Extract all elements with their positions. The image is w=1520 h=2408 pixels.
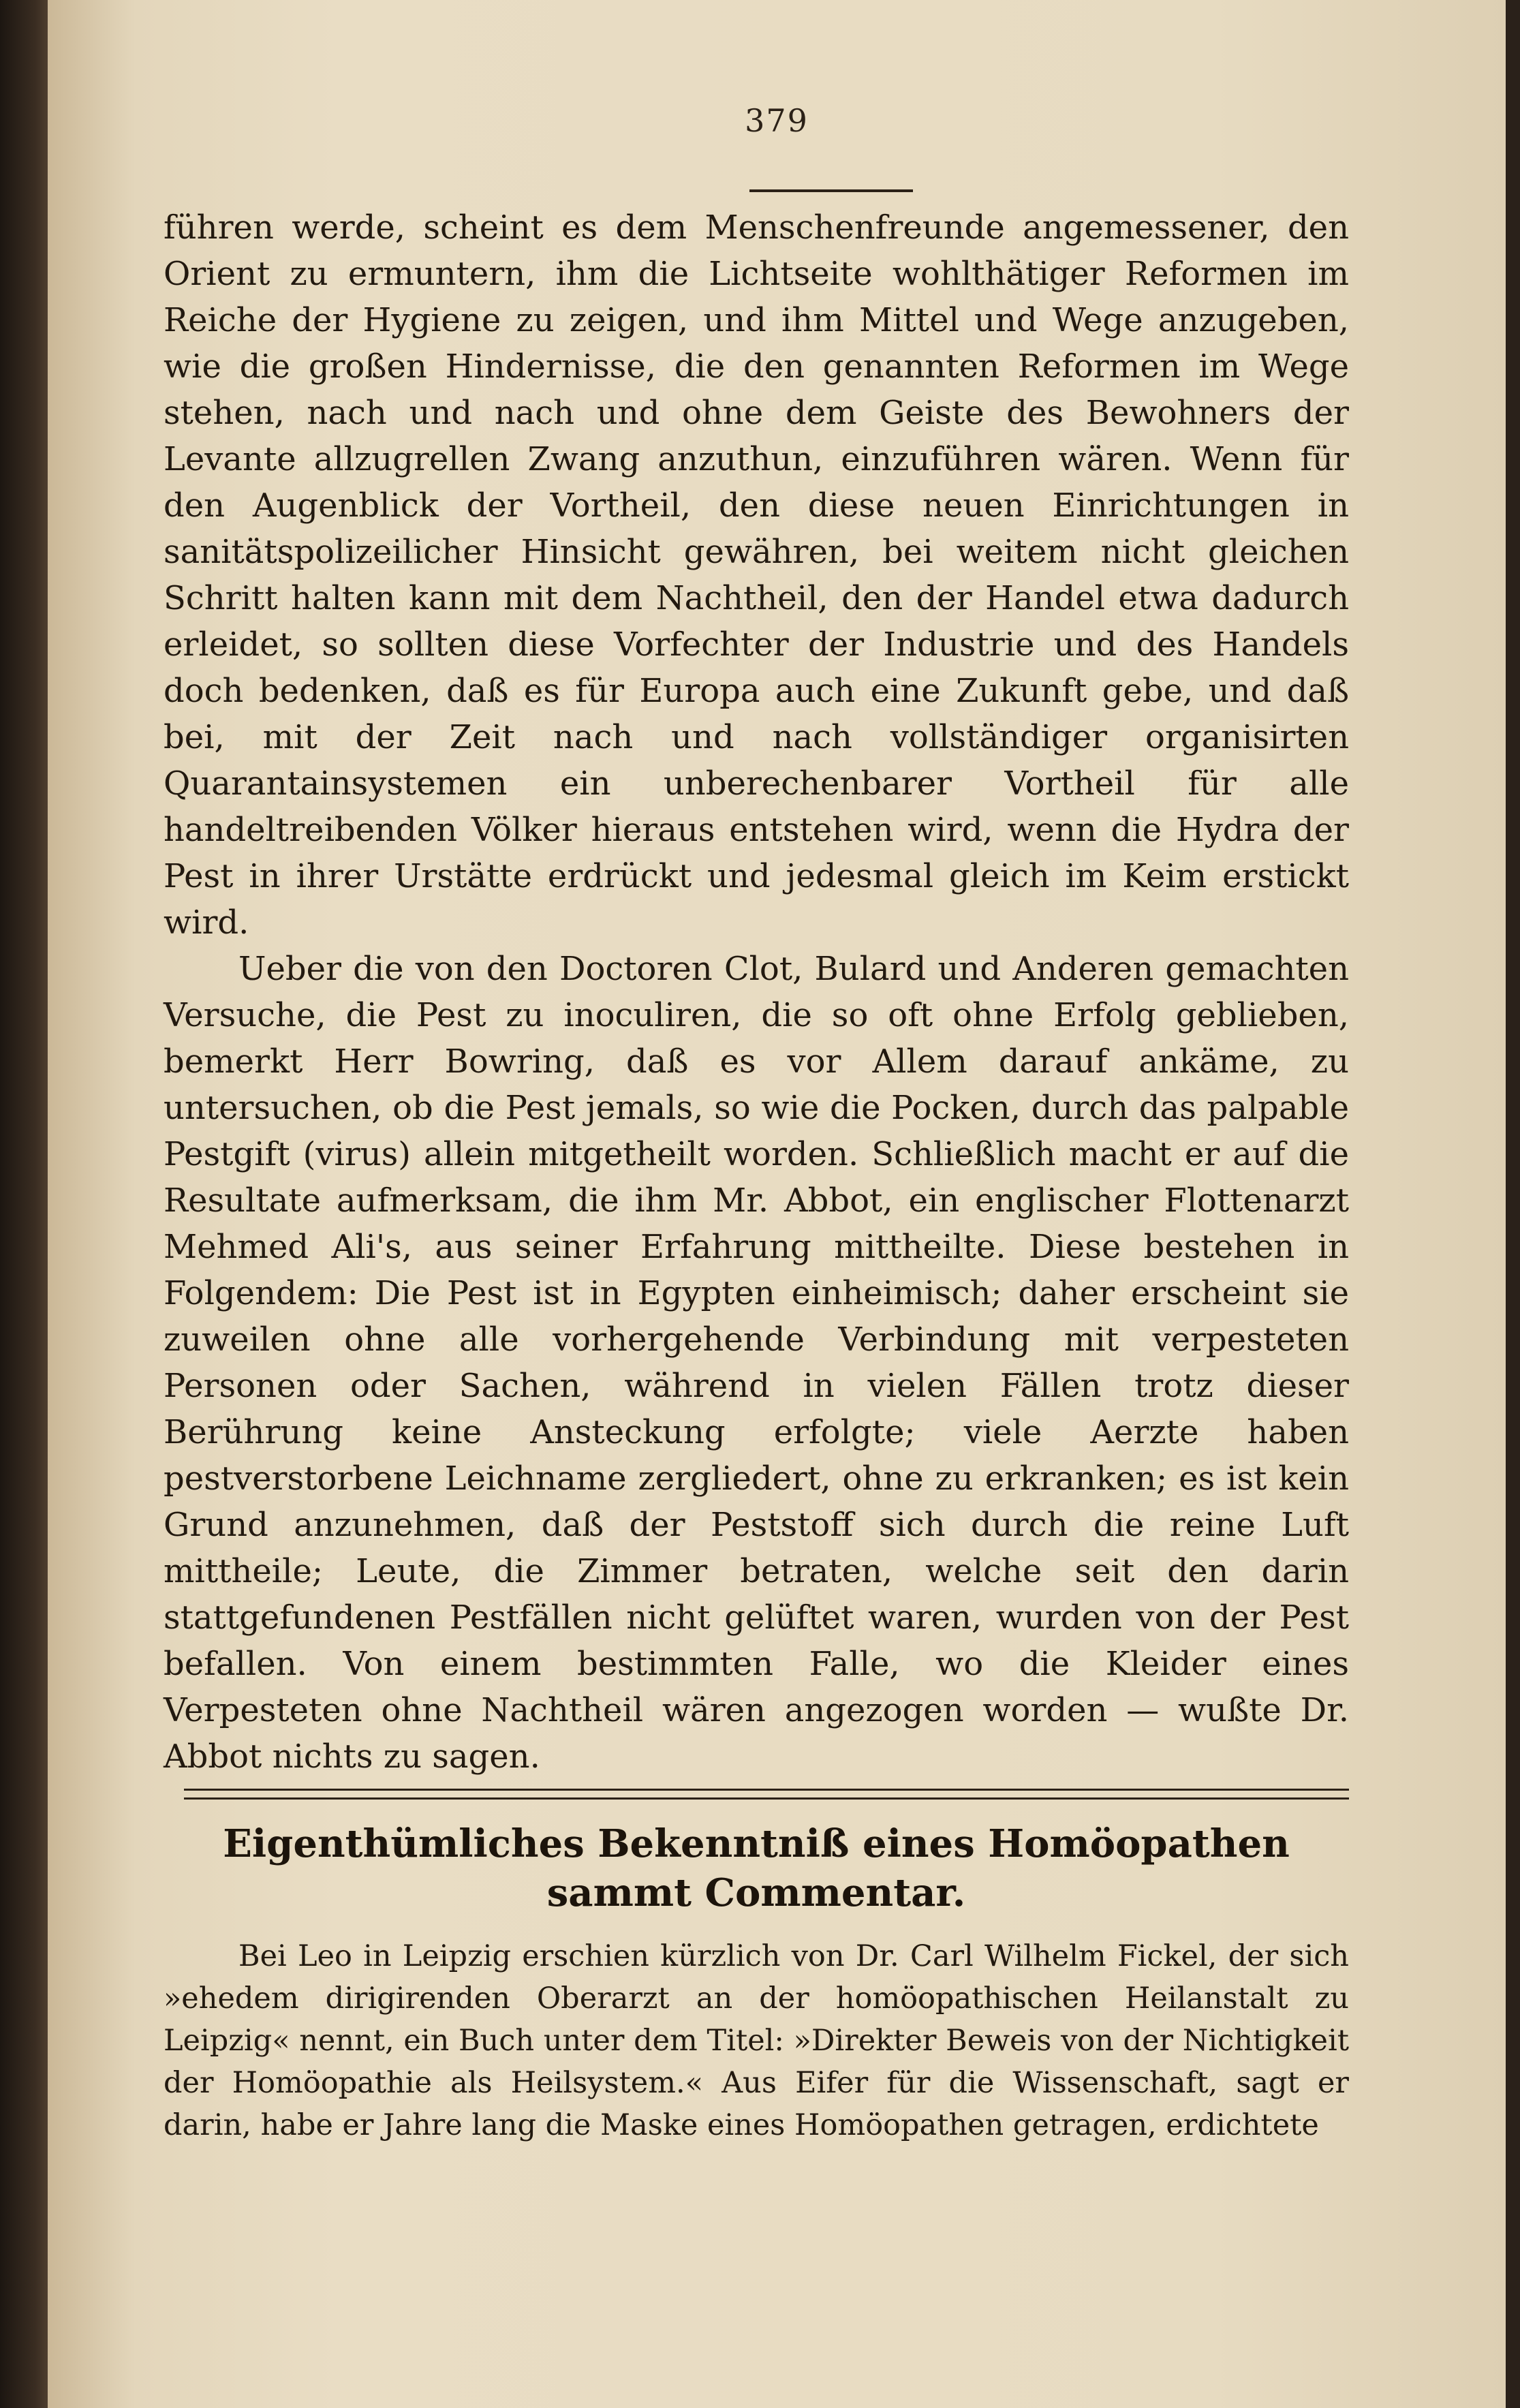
main-text — [164, 204, 1349, 1780]
section-paragraph: Bei Leo in Leipzig erschien kürzlich von Dr. Carl Wilhelm Fickel, der sich »ehedem dirigirenden Oberarzt an der homöopathischen Heilanstalt zu Leipzig« nennt, ein Buch unter dem Titel: »Direkter Beweis von der Nichtigkeit der Homöopathie als Heilsystem.« Aus Eifer für die Wissenschaft, sagt er darin, habe er Jahre lang die Maske eines Homöopathen getragen, erdichtete — [164, 1939, 1349, 2142]
section-divider-top — [184, 1789, 1349, 1791]
paragraph-1: führen werde, scheint es dem Menschenfreunde angemessener, den Orient zu ermuntern, ihm die Lichtseite wohlthätiger Reformen im Reiche der Hygiene zu zeigen, und ihm Mittel und Wege anzugeben, wie die großen Hindernisse, die den genannten Reformen im Wege stehen, nach und nach und ohne dem Geiste des Bewohners der Levante allzugrellen Zwang anzuthun, einzuführen wären. Wenn für den Augenblick der Vortheil, den diese neuen Einrichtungen in sanitätspolizeilicher Hinsicht gewähren, bei weitem nicht gleichen Schritt halten kann mit dem Nachtheil, den der Handel etwa dadurch erleidet, so sollten diese Vorfechter der Industrie und des Handels doch bedenken, daß es für Europa auch eine Zukunft gebe, und daß bei, mit der Zeit nach und nach vollständiger organisirten Quarantainsystemen ein unberechenbarer Vortheil für alle handeltreibenden Völker hieraus entstehen wird, wenn die Hydra der Pest in ihrer Urstätte erdrückt und jedesmal gleich im Keim erstickt wird. — [164, 209, 1349, 942]
section-divider-bottom — [184, 1797, 1349, 1800]
page-number: 379 — [745, 102, 809, 139]
page-number-rule — [749, 189, 913, 192]
book-page — [48, 0, 1506, 2408]
paragraph-2: Ueber die von den Doctoren Clot, Bulard und Anderen gemachten Versuche, die Pest zu inoculiren, die so oft ohne Erfolg geblieben, bemerkt Herr Bowring, daß es vor Allem darauf ankäme, zu untersuchen, ob die Pest jemals, so wie die Pocken, durch das palpable Pestgift (virus) allein mitgetheilt worden. Schließlich macht er auf die Resultate aufmerksam, die ihm Mr. Abbot, ein englischer Flottenarzt Mehmed Ali's, aus seiner Erfahrung mittheilte. Diese bestehen in Folgendem: Die Pest ist in Egypten einheimisch; daher erscheint sie zuweilen ohne alle vorhergehende Verbindung mit verpesteten Personen oder Sachen, während in vielen Fällen trotz dieser Berührung keine Ansteckung erfolgte; viele Aerzte haben pestverstorbene Leichname zergliedert, ohne zu erkranken; es ist kein Grund anzunehmen, daß der Peststoff sich durch die reine Luft mittheile; Leute, die Zimmer betraten, welche seit den darin stattgefundenen Pestfällen nicht gelüftet waren, wurden von der Pest befallen. Von einem bestimmten Falle, wo die Kleider eines Verpesteten ohne Nachtheil wären angezogen worden — wußte Dr. Abbot nichts zu sagen. — [164, 950, 1349, 1776]
section-heading: Eigenthümliches Bekenntniß eines Homöopathen sammt Commentar. — [223, 1821, 1290, 1915]
